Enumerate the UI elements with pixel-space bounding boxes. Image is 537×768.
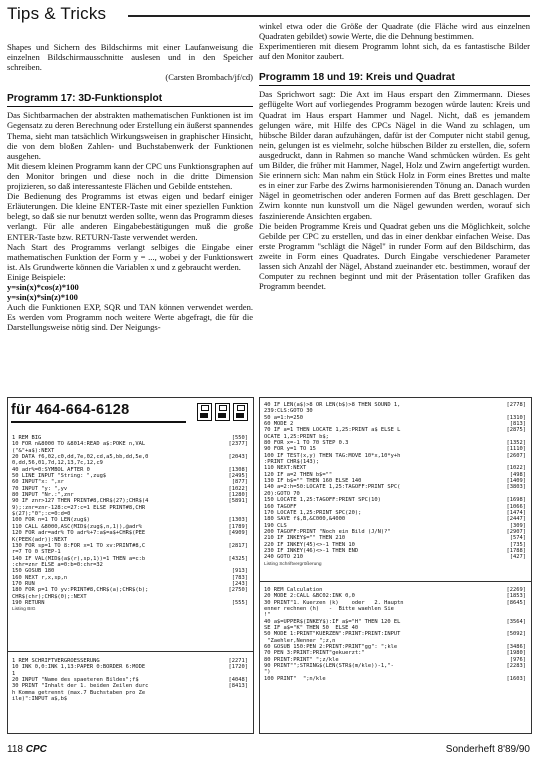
code-text: "Zaehler,Nenner ";z,n [264, 637, 336, 644]
code-text: 0,dd,56,01,7d,12,13,7c,12,c9 [12, 460, 103, 467]
checksum: [550] [231, 435, 248, 441]
checksum: [2607] [506, 452, 526, 459]
code-text: r=7 TO 0 STEP-1 [12, 549, 61, 556]
code-text: 50 a=1:h=250 [264, 414, 303, 421]
checksum: [2778] [506, 402, 526, 408]
checksum: [574] [509, 535, 526, 542]
code-text: 140 IF VAL(MID$(a$(r),sp,1))=1 THEN a=c:b [12, 555, 146, 562]
code-text: CHR$(chr);CHR$(0);:NEXT [12, 593, 87, 600]
checksum: [2043] [228, 454, 248, 461]
code-text: 190 CLS [264, 522, 287, 529]
checksum: [1720] [228, 664, 248, 671]
code-text: !" [264, 612, 271, 619]
checksum: [1022] [506, 465, 526, 472]
code-text: 60 MODE 2 [264, 421, 294, 428]
code-text: 100 PRINT" ";n/kle [264, 675, 326, 682]
paragraph: Nach Start des Programms verlangt selbiges die Eingabe einer mathematischen Funktion der Form y = ..., wobei y der Funktionswert ist. Als Grundwerte können die Variablen x und z gebraucht werden. [7, 241, 253, 272]
author-credit: (Carsten Brombach/jf/cd) [165, 72, 253, 83]
checksum: [3803] [506, 484, 526, 491]
label-rule [11, 421, 186, 423]
checksum: [2283] [506, 663, 526, 670]
code-text: 120 IF a=2 THEN b$="" [264, 471, 333, 478]
checksum: [555] [231, 599, 248, 606]
checksum: [1022] [228, 485, 248, 492]
code-text: 80 FOR x=-1 TO 70 STEP 0.3 [264, 440, 349, 447]
checksum: [2907] [506, 528, 526, 535]
footer-left [7, 744, 47, 755]
code-text: 160 NEXT r,x,sp,n [12, 574, 68, 581]
checksum: [2269] [506, 587, 526, 593]
code-text: :chr=znr ELSE a=0:b=0:chr=32 [12, 561, 103, 568]
checksum: [2495] [228, 473, 248, 480]
checksum: [309] [509, 522, 526, 529]
code-text: 1 REM SCHRIFTVERGROESSERUNG [12, 658, 100, 664]
code-text: $(27);"0";:c=0:d=0 [12, 511, 71, 518]
code-line [12, 696, 248, 702]
header-rule [128, 15, 530, 17]
listing-schrift-box [259, 397, 532, 734]
code-text: 210 IF INKEY$="" THEN 210 [264, 535, 346, 542]
code-text: 1 [12, 670, 16, 677]
code-text: 9);:znr=znr-128:c=27:c=1 ELSE PRINT#8,CHR [12, 504, 146, 511]
code-text: 90 PRINT"";STRING$(LEN(STR$(m/kle))-1,"- [264, 663, 394, 670]
code-text: 80 PRINT:PRINT" ";z/kle [264, 656, 339, 663]
checksum: [1603] [506, 675, 526, 682]
code-text: 200 TAGOFF:PRINT "Noch ein Bild (J/N)?" [264, 528, 391, 535]
checksum: [427] [509, 554, 526, 561]
heading-programm-18-19: Programm 18 und 19: Kreis und Quadrat [259, 70, 530, 86]
checksum: [2271] [228, 658, 248, 664]
code-text: 10 REM Calculation [264, 587, 323, 593]
listing-divider [260, 581, 531, 582]
checksum: [783] [231, 574, 248, 581]
code-text: 110 NEXT:NEXT [264, 465, 307, 472]
code-text: 20):GOTO 70 [264, 490, 300, 497]
paragraph: Mit diesem kleinen Programm kann der CPC uns Funktionsgraphen auf den Monitor bringen und diese noch in die dritte Dimension projizieren, so daß interessanteste Flächen und Gebilde entstehen. [7, 160, 253, 192]
checksum: [4909] [228, 530, 248, 537]
listing-caption: Listing BIG [12, 607, 36, 613]
checksum: [5092] [506, 631, 526, 638]
checksum: [5891] [228, 498, 248, 505]
code-text: 150 GOSUB 180 [12, 568, 55, 575]
code-text: 120 FOR adr=adr% TO adr%+7:a$=a$+CHR$(PEE [12, 530, 146, 537]
code-text: 100 FOR n=1 TO LEN(zug$) [12, 517, 90, 524]
listing-divider [8, 651, 253, 652]
code-text: h Komma getrennt (max.7 Buchstaben pro Ze [12, 689, 146, 696]
right-column [259, 21, 530, 291]
code-text: 80 INPUT "Nr.:",znr [12, 492, 74, 499]
code-text: 100 IF TEST(x,y) THEN TAG:MOVE 10*x,10*y+h [264, 452, 401, 459]
code-text: 50 LINE INPUT "String: ",zug$ [12, 473, 107, 480]
floppy-disk-icon [197, 403, 212, 421]
checksum: [1980] [506, 650, 526, 657]
paragraph: Experimentieren mit diesem Programm lohnt sich, da es fantastische Bilder auf den Monitor zaubert. [259, 41, 530, 62]
section-title: Tips & Tricks [7, 4, 107, 23]
checksum: [813] [509, 421, 526, 428]
checksum: [1308] [228, 466, 248, 473]
code-text: 180 FOR p=1 TO yv:PRINT#8,CHR$(a);CHR$(b); [12, 587, 149, 594]
code-text: 50 MODE 1:PRINT"KUERZEN":PRINT:PRINT:INPUT [264, 631, 401, 638]
intro-paragraph: Shapes und Sichern des Bildschirms mit einer Laufanweisung die einzelnen Bildschirmausschnitte auslesen und in den Speicher schreiben. [7, 42, 253, 73]
checksum: [1310] [506, 414, 526, 421]
checksum: [1788] [506, 547, 526, 554]
code-line [264, 676, 526, 682]
listing-big-code [12, 435, 248, 606]
listing-big-box [7, 397, 254, 734]
code-text: enner rechnen (h) - Bitte waehlen Sie [264, 606, 394, 613]
listing-calc-code [264, 587, 526, 682]
code-line [12, 600, 248, 606]
code-text: 10 FOR n&8000 TO &8014:READ a$:POKE n,VAL [12, 441, 146, 448]
paragraph: Die Bedienung des Programms ist etwas eigen und bedarf einiger Erläuterungen. Die kleine ENTER-Taste mit einer speziellen Funktion belegt, so daß sie nur benutzt werden sollte, wenn das Programm dieses verlangt. Für alle anderen Eingabebestätigungen muß die große ENTER-Taste bzw. RETURN-Taste verwendet werden. [7, 191, 253, 242]
code-text: 170 LOCATE 1,25:PRINT SPC(20); [264, 509, 362, 516]
floppy-disk-icon [233, 403, 248, 421]
checksum: [8645] [506, 599, 526, 606]
checksum: [1698] [506, 497, 526, 504]
checksum: [877] [231, 479, 248, 486]
code-text: ile)":INPUT a$,b$ [12, 696, 68, 703]
formula-2: y=sin(x)*sin(z)*100 [7, 292, 78, 303]
paragraph: Die beiden Programme Kreis und Quadrat geben uns die Möglichkeit, solche Gebilde per CPC zu erstellen, und das in einer denkbar einfachen Weise. Das erste Programm "schlägt die Nägel" in runder Form auf den Bildschirm, das zweite in Form eines Quadrates. Durch Eingabe verschiedener Parameter lassen sich Anzahl der Nägel, Abstand zueinander etc. bestimmen, worauf der Computer zu rechnen beginnt und mit der Präsentation toller Grafiken das Programm beendet. [259, 220, 530, 292]
code-text: 230 IF INKEY(46)<>-1 THEN END [264, 547, 359, 554]
code-text: 240 GOTO 210 [264, 554, 303, 561]
paragraph: Das Sichtbarmachen der abstrakten mathematischen Funktionen ist im Gegensatz zu deren Berechnung oder Erstellung ein äußerst spannendes Thema, sieht man tatsächlich Wirkungsweisen in graphischer Hinsicht, die von dem bloßen Zahlen- und Buchstabenwerk der Funktionen ausgehen. [7, 110, 253, 161]
code-text: 110 CALL &8000,ASC(MID$(zug$,n,1)),@adr% [12, 523, 142, 530]
checksum: [976] [509, 656, 526, 663]
checksum: [1303] [228, 517, 248, 524]
code-text: K(PEEK(adr)):NEXT [12, 536, 68, 543]
code-text: 10 INK 0,0:INK 1,13:PAPER 0:BORDER 6:MODE [12, 664, 146, 671]
code-text: ") [264, 669, 271, 676]
checksum: [2875] [506, 427, 526, 434]
floppy-disk-icon [215, 403, 230, 421]
formula-1: y=sin(x)*cos(z)*100 [7, 281, 79, 292]
code-text: 190 RETURN [12, 599, 45, 606]
code-text: 40 adr%=0:SYMBOL AFTER 0 [12, 466, 90, 473]
code-text: 170 RUN [12, 580, 35, 587]
code-text: 60 INPUT"x: ",xr [12, 479, 64, 486]
machine-compatibility-label [11, 401, 181, 421]
code-text: 180 SAVE f$,B,&C000,&4000 [264, 516, 346, 523]
checksum: [1853] [506, 593, 526, 600]
checksum: [3486] [506, 644, 526, 651]
code-text: 20 MODE 2:CALL &BC02:INK 0,0 [264, 593, 355, 600]
checksum: [2750] [228, 587, 248, 594]
code-text: 140 a=2:h=50:LOCATE 1,25:TAGOFF:PRINT SPC( [264, 484, 401, 491]
listing-caption: Listing Schriftvergrößerung [264, 561, 322, 567]
paragraph: winkel etwa oder die Größe der Quadrate (die Fläche wird aus einzelnen Quadraten gebildet) sowie Werte, die die Dehnung bestimmen. [259, 21, 530, 42]
code-text: 70 INPUT "y: ",yv [12, 485, 68, 492]
code-text: 150 LOCATE 1,25:TAGOFF:PRINT SPC(10) [264, 497, 381, 504]
checksum: [2377] [228, 441, 248, 448]
listing-schrift-code [264, 402, 526, 561]
checksum: [1110] [506, 446, 526, 453]
checksum: [2447] [506, 516, 526, 523]
checksum: [4048] [228, 677, 248, 684]
checksum: [243] [231, 580, 248, 587]
checksum: [8413] [228, 683, 248, 690]
checksum: [735] [509, 541, 526, 548]
examples-label: Einige Beispiele: [7, 271, 66, 282]
code-line [264, 554, 526, 560]
code-text: ("&"+a$):NEXT [12, 447, 55, 454]
paragraph: Auch die Funktionen EXP, SQR und TAN können verwendet werden. Es werden vom Programm noch weitere Werte abgefragt, die für die Darstellungsweise nötig sind. Der Neigungs- [7, 302, 253, 333]
checksum: [1280] [228, 492, 248, 499]
code-text: 239:CLS:GOTO 30 [264, 408, 313, 415]
code-text: 70 IF a=1 THEN LOCATE 1,25:PRINT a$ ELSE L [264, 427, 401, 434]
code-text: 30 PRINT"1. Kuerzen (k) oder 2. Hauptn [264, 599, 404, 606]
code-text: 90 FOR y=1 TO 15 [264, 446, 316, 453]
checksum: [2817] [228, 542, 248, 549]
code-text: 40 IF LEN(a$)>8 OR LEN(b$)>8 THEN SOUND 1, [264, 402, 401, 408]
code-text: 160 TAGOFF [264, 503, 297, 510]
code-text: 220 IF INKEY(45)<>-1 THEN 10 [264, 541, 355, 548]
paragraph: Das Sprichwort sagt: Die Axt im Haus erspart den Zimmermann. Dieses geflügelte Wort auf vorliegendes Programm bezogen würde lauten: Kreis und Quadrat im Haus erspart Hammer und Nagel. Nicht, daß es jemandem gelungen wäre, mit Hilfe des CPCs Nägel in die Wand zu schlagen, um hübsche Bilder daran aufzuhängen, dafür ist der Computer nicht stabil genug, nein, gelungen ist es vielmehr, solche hübschen Bilder zu erstellen, die, sofern ausgedruckt, dann in Rahmen so manche Wand schmücken würden. Es geht um Bilder, die früher mit Hammer, Nagel, Holz und Zwirn angefertigt wurden. Sie erinnern sich: Man nahm ein Stück Holz in Form eines Brettes und malte es in einer zur Farbe des Zwirns harmonisierenden Tönung an. Danach wurden Nägel in geometrischen oder anderen Formen auf das Brett geschlagen. Der Zwirn konnte nun kunstvoll um die Nägel gewunden werden, worauf sich faszinierende Ansichten ergaben. [259, 89, 530, 221]
code-text: 90 IF znr>127 THEN PRINT#8,CHR$(27);CHR$(4 [12, 498, 149, 505]
code-text: 40 a$=UPPER$(INKEY$):IF a$="H" THEN 120 EL [264, 618, 401, 625]
checksum: [498] [509, 471, 526, 478]
issue-label: Sonderheft 8'89/90 [445, 744, 530, 755]
code-text: 1 REM BIG [12, 435, 42, 441]
checksum: [4325] [228, 555, 248, 562]
checksum: [1066] [506, 503, 526, 510]
code-text: :PRINT CHR$(143); [264, 459, 320, 466]
checksum: [3564] [506, 618, 526, 625]
listing-vergr-code [12, 658, 248, 702]
left-column [7, 42, 253, 332]
code-text: SE IF a$="K" THEN 50 ELSE 40 [264, 625, 359, 632]
heading-programm-17: Programm 17: 3D-Funktionsplot [7, 91, 253, 107]
code-text: 130 IF b$="" THEN 160 ELSE 140 [264, 478, 362, 485]
checksum: [913] [231, 568, 248, 575]
checksum: [1789] [228, 523, 248, 530]
compatibility-text: für 464-664-6128 [11, 402, 130, 418]
code-text: 30 PRINT "Inhalt der 1. beiden Zeilen durc [12, 683, 149, 690]
code-text: 20 INPUT "Name des spaeteren Bildes";f$ [12, 677, 139, 684]
checksum: [1409] [506, 478, 526, 485]
code-text: 70 PEN 3:PRINT:PRINT"gekuerzt:" [264, 650, 365, 657]
code-text: 60 GOSUB 150:PEN 2:PRINT:PRINT"gg": ";kle [264, 644, 398, 651]
code-text: 20 DATA f6,02,c0,dd,7e,02,cd,a5,bb,dd,5e,0 [12, 454, 149, 461]
code-text: OCATE 1,25:PRINT b$; [264, 433, 329, 440]
code-text: 130 FOR sp=1 TO 8:FOR x=1 TO xv:PRINT#8,C [12, 542, 146, 549]
page-number: 118 [7, 744, 23, 755]
checksum: [1352] [506, 440, 526, 447]
disk-icons [197, 403, 248, 421]
checksum: [1474] [506, 509, 526, 516]
magazine-logo: CPC [25, 744, 47, 755]
